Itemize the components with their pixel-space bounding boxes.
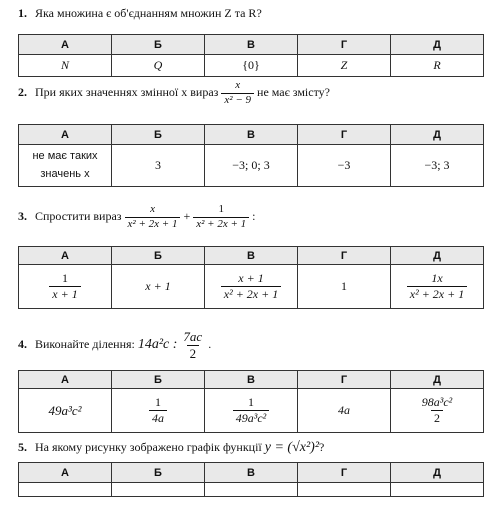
expression-fraction: $\frac{x}{\text{x² + 2x + 1}}$: [125, 204, 181, 230]
question-1: [18, 6, 262, 21]
option-cell: [205, 483, 298, 497]
option-cell: $\frac{1}{x + 1}$: [19, 265, 112, 309]
answer-table-1: [18, 34, 484, 77]
answer-table-3: [18, 246, 484, 309]
question-number: 5.: [18, 440, 27, 454]
answer-table-4: [18, 370, 484, 433]
option-header: Д: [391, 35, 484, 55]
question-number: 3.: [18, 208, 27, 223]
question-number: 4.: [18, 336, 27, 351]
option-cell: −3; 3: [391, 145, 484, 187]
option-header: Д: [391, 371, 484, 389]
option-header: Г: [298, 371, 391, 389]
option-cell: 49a³c²: [19, 389, 112, 433]
option-cell: [298, 483, 391, 497]
option-header: А: [19, 125, 112, 145]
option-cell: $\frac{1}{\text{49a³c²}}$: [205, 389, 298, 433]
option-header: В: [205, 247, 298, 265]
expression-fraction: $\frac{1}{\text{x² + 2x + 1}}$: [193, 204, 249, 230]
option-header: А: [19, 247, 112, 265]
option-cell: Z: [298, 55, 391, 77]
question-4: 4. Виконайте ділення: 14a²c : $\frac{7ac}{2}$ .: [18, 329, 212, 361]
option-header: Г: [298, 35, 391, 55]
question-number: 1.: [18, 6, 27, 20]
question-number: 2.: [18, 84, 27, 99]
option-cell: [112, 483, 205, 497]
option-header: Д: [391, 125, 484, 145]
option-header: Г: [298, 125, 391, 145]
question-text: При яких значеннях змінної x вираз: [35, 84, 219, 99]
option-header: А: [19, 35, 112, 55]
expression-fraction: $\frac{x}{\text{x² − 9}}$: [221, 80, 254, 106]
option-cell: не має таких значень x: [19, 145, 112, 187]
option-cell: 1: [298, 265, 391, 309]
option-cell: Q: [112, 55, 205, 77]
question-5: 5. На якому рисунку зображено графік функції y = (√x²)²?: [18, 440, 325, 455]
option-header: Б: [112, 371, 205, 389]
question-text: Виконайте ділення:: [35, 336, 135, 351]
option-cell: −3; 0; 3: [205, 145, 298, 187]
option-cell: [391, 483, 484, 497]
option-cell: N: [19, 55, 112, 77]
option-header: Б: [112, 125, 205, 145]
answer-table-2: [18, 124, 484, 187]
answer-table-5: [18, 462, 484, 497]
option-header: В: [205, 125, 298, 145]
option-header: Б: [112, 247, 205, 265]
function-expression: y = (√x²)²: [264, 440, 320, 455]
option-header: В: [205, 463, 298, 483]
question-3: 3. Спростити вираз $\frac{x}{\text{x² + 2x + 1}}$ + $\frac{1}{\text{x² + 2x + 1}}$ :: [18, 203, 256, 230]
option-header: Г: [298, 247, 391, 265]
option-cell: 4a: [298, 389, 391, 433]
option-cell: $\frac{1}{4a}$: [112, 389, 205, 433]
question-2: [18, 80, 330, 106]
option-cell: x + 1: [112, 265, 205, 309]
expression-fraction: $\frac{7ac}{2}$: [183, 329, 203, 361]
option-header: Г: [298, 463, 391, 483]
option-cell: {0}: [205, 55, 298, 77]
option-cell: R: [391, 55, 484, 77]
option-cell: −3: [298, 145, 391, 187]
option-header: В: [205, 35, 298, 55]
option-header: Д: [391, 463, 484, 483]
option-cell: $\frac{x + 1}{\text{x² + 2x + 1}}$: [205, 265, 298, 309]
question-text: Спростити вираз: [35, 208, 122, 223]
question-text: На якому рисунку зображено графік функції: [35, 440, 262, 454]
option-header: А: [19, 463, 112, 483]
option-cell: [19, 483, 112, 497]
option-header: Б: [112, 463, 205, 483]
option-cell: $\frac{1x}{\text{x² + 2x + 1}}$: [391, 265, 484, 309]
question-text-end: не має змісту?: [257, 84, 331, 99]
option-header: Б: [112, 35, 205, 55]
option-cell: 3: [112, 145, 205, 187]
option-cell: $\frac{\text{98a³c²}}{2}$: [391, 389, 484, 433]
option-header: А: [19, 371, 112, 389]
question-text: Яка множина є об'єднанням множин Z та R?: [35, 6, 262, 20]
expression: 14a²c :: [137, 336, 178, 352]
option-header: В: [205, 371, 298, 389]
option-header: Д: [391, 247, 484, 265]
